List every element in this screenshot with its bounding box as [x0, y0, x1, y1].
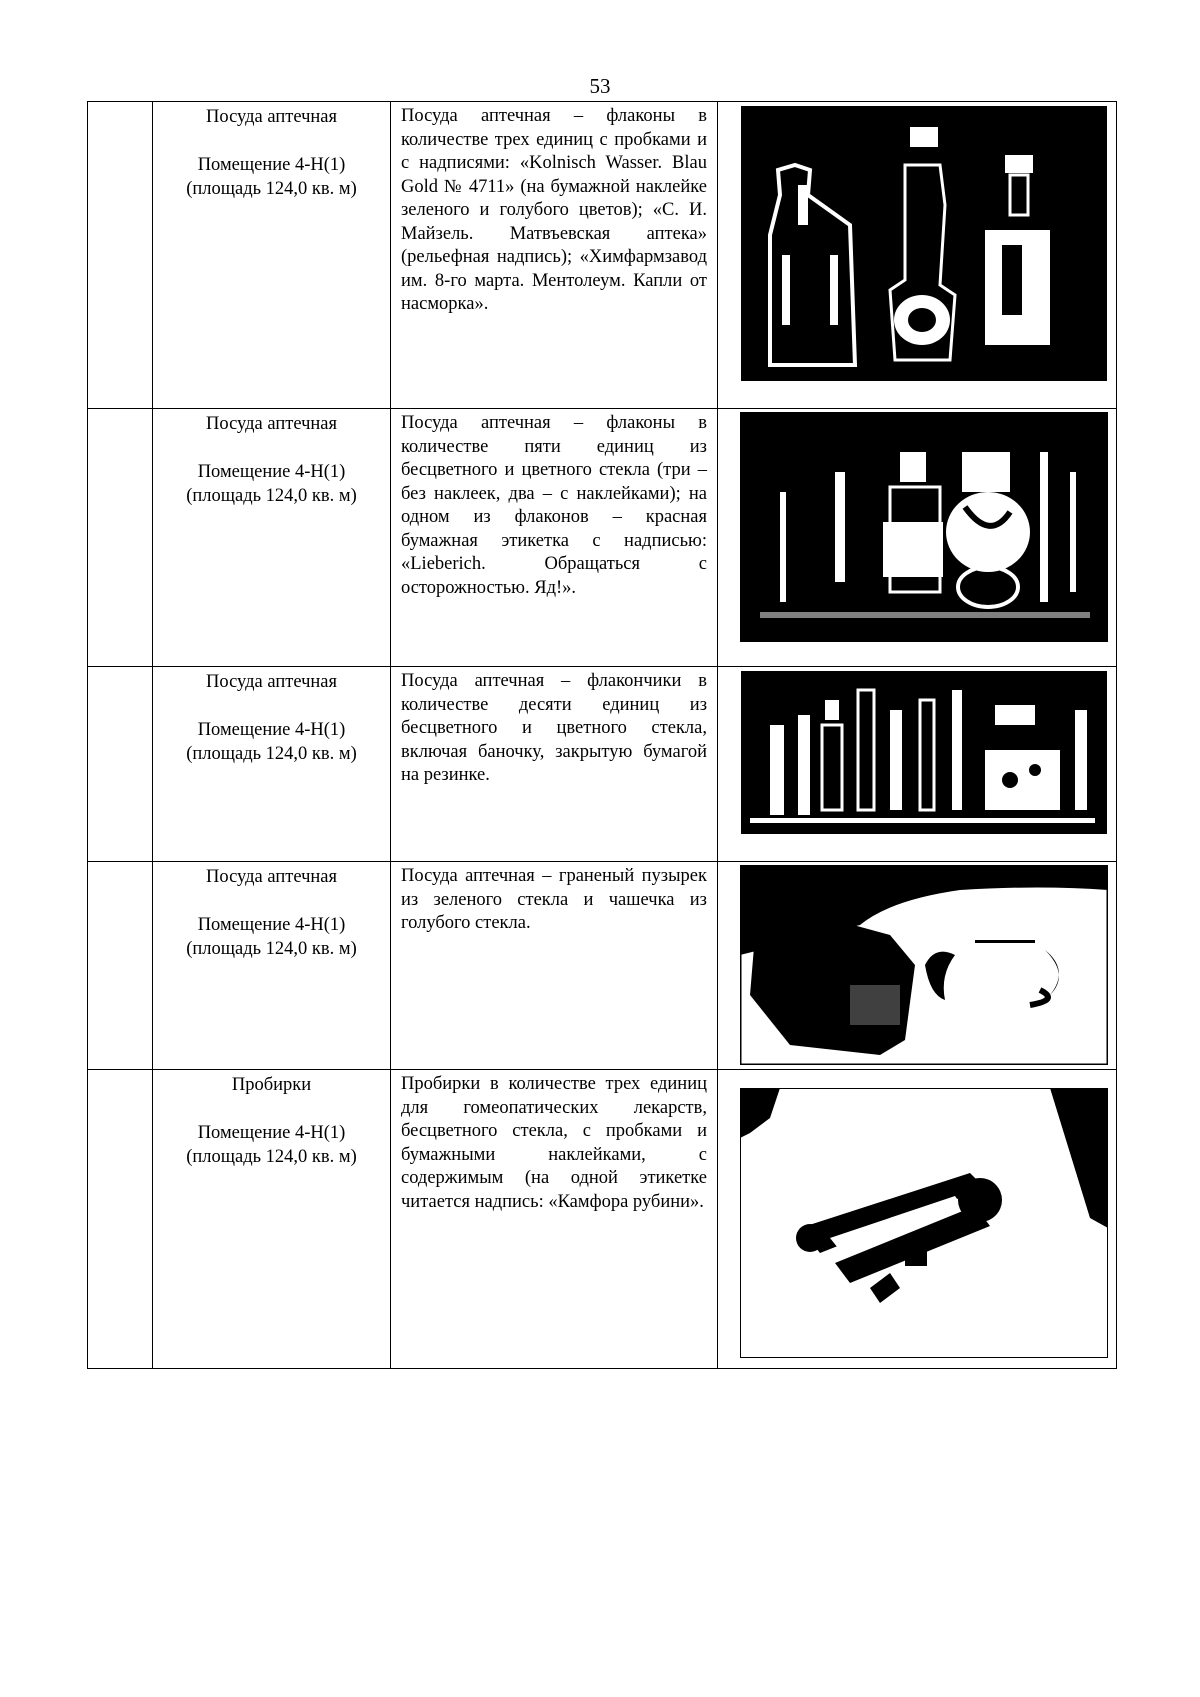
number-cell: [88, 102, 153, 409]
object-name-cell: [153, 862, 391, 1070]
number-cell: [88, 862, 153, 1070]
object-description: Посуда аптечная – граненый пузырек из зеленого стекла и чашечка из голубого стекла.: [391, 862, 718, 1070]
object-name: Пробирки: [231, 1075, 312, 1095]
photo-cell: [718, 102, 1117, 409]
object-description: Посуда аптечная – флаконы в количестве трех единиц с пробками и с надписями: «Kolnisch Wasser. Blau Gold № 4711» (на бумажной наклейке зеленого и голубого цветов); «С. И. Майзель. Матвъевская аптека» (рельефная надпись); «Химфармзавод им. 8-го марта. Ментолеум. Капли от насморка».: [391, 102, 718, 409]
object-description: Посуда аптечная – флаконы в количестве пяти единиц из бесцветного и цветного стекла (три – без наклеек, два – с наклейками); на одном из флаконов – красная бумажная этикетка с надписью: «Lieberich. Обращаться с осторожностью. Яд!».: [391, 409, 718, 667]
object-name-cell: [153, 102, 391, 409]
room-label: Помещение 4-Н(1): [197, 1123, 346, 1143]
room-label: Помещение 4-Н(1): [197, 462, 346, 482]
object-name: Посуда аптечная: [206, 672, 337, 692]
object-name: Посуда аптечная: [206, 414, 337, 434]
number-cell: [88, 1070, 153, 1369]
object-description: Посуда аптечная – флакончики в количестве десяти единиц из бесцветного и цветного стекла, включая баночку, закрытую бумагой на резинке.: [391, 667, 718, 862]
area-label: (площадь 124,0 кв. м): [186, 1147, 357, 1167]
object-name-cell: [153, 409, 391, 667]
photo-three-bottles: [740, 105, 1110, 382]
table-row: [88, 667, 1117, 862]
photo-cell: [718, 1070, 1117, 1369]
object-description: Пробирки в количестве трех единиц для гомеопатических лекарств, бесцветного стекла, с пробками и бумажными наклейками, с содержимым (на одной этикетке читается надпись: «Камфора рубини».: [391, 1070, 718, 1369]
photo-test-tubes: [740, 1088, 1110, 1358]
room-label: Помещение 4-Н(1): [197, 720, 346, 740]
number-cell: [88, 667, 153, 862]
photo-ten-vials: [740, 670, 1110, 835]
object-name: Посуда аптечная: [206, 107, 337, 127]
table-row: [88, 1070, 1117, 1369]
room-label: Помещение 4-Н(1): [197, 155, 346, 175]
table-row: [88, 862, 1117, 1070]
number-cell: [88, 409, 153, 667]
area-label: (площадь 124,0 кв. м): [186, 744, 357, 764]
photo-cell: [718, 667, 1117, 862]
table-row: [88, 409, 1117, 667]
area-label: (площадь 124,0 кв. м): [186, 179, 357, 199]
table-row: [88, 102, 1117, 409]
object-name: Посуда аптечная: [206, 867, 337, 887]
page-number: 53: [589, 74, 611, 98]
object-name-cell: [153, 667, 391, 862]
object-name-cell: [153, 1070, 391, 1369]
area-label: (площадь 124,0 кв. м): [186, 486, 357, 506]
object-registry-table: [87, 101, 1117, 1369]
photo-cell: [718, 409, 1117, 667]
photo-five-bottles: [740, 412, 1110, 642]
photo-vial-and-cup: [740, 865, 1110, 1065]
area-label: (площадь 124,0 кв. м): [186, 939, 357, 959]
room-label: Помещение 4-Н(1): [197, 915, 346, 935]
photo-cell: [718, 862, 1117, 1070]
